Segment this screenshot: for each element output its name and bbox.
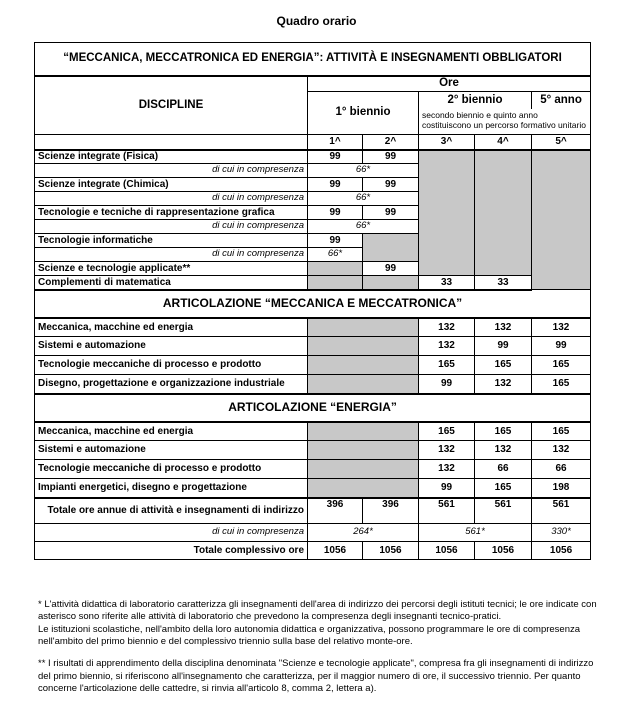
row-ttrg-y2: 99 — [363, 206, 419, 220]
row-chimica-comp: 66* — [308, 192, 419, 206]
page-title: Quadro orario — [276, 14, 357, 28]
art2-row-y3: 132 — [419, 441, 475, 460]
secondo-biennio-header: 2° biennio — [419, 92, 532, 109]
totale-annuo-y2: 396 — [363, 498, 419, 524]
empty-cell — [35, 135, 308, 150]
section-energia-title: ARTICOLAZIONE “ENERGIA” — [35, 394, 591, 422]
art2-row-y5: 66 — [532, 460, 591, 479]
art2-row-y3: 99 — [419, 479, 475, 498]
art2-row-name: Impianti energetici, disegno e progettazione — [35, 479, 308, 498]
row-matematica-y3: 33 — [419, 276, 475, 290]
art2-row-name: Sistemi e automazione — [35, 441, 308, 460]
year-4: 4^ — [475, 135, 532, 150]
comp-label: di cui in compresenza — [35, 164, 308, 178]
art1-row-y5: 99 — [532, 337, 591, 356]
totale-annuo-y5: 561 — [532, 498, 591, 524]
totale-annuo-y3: 561 — [419, 498, 475, 524]
year-3: 3^ — [419, 135, 475, 150]
discipline-header: DISCIPLINE — [35, 76, 308, 135]
row-matematica-y4: 33 — [475, 276, 532, 290]
biennio-note: secondo biennio e quinto anno costituiscono un percorso formativo unitario — [419, 109, 591, 135]
gray-cell — [363, 234, 419, 262]
year-5: 5^ — [532, 135, 591, 150]
art1-row-name: Tecnologie meccaniche di processo e prodotto — [35, 356, 308, 375]
main-header: “MECCANICA, MECCATRONICA ED ENERGIA”: ATTIVITÀ E INSEGNAMENTI OBBLIGATORI — [35, 43, 591, 76]
gray-cell — [308, 318, 419, 337]
footnote-1-text: * L'attività didattica di laboratorio caratterizza gli insegnamenti dell'area di indirizzo dei percorsi degli istituti tecnici; le ore indicate con asterisco sono riferite alle attività di laboratorio che prevedono la compresenza degli insegnanti tecnico-pratici. — [38, 599, 597, 623]
row-applicate-name: Scienze e tecnologie applicate** — [35, 262, 308, 276]
row-informatiche-name: Tecnologie informatiche — [35, 234, 308, 248]
row-fisica-comp: 66* — [308, 164, 419, 178]
row-fisica-y2: 99 — [363, 150, 419, 164]
art1-row-y4: 99 — [475, 337, 532, 356]
totale-complessivo-y5: 1056 — [532, 542, 591, 560]
gray-cell — [308, 479, 419, 498]
section-meccatronica-title: ARTICOLAZIONE “MECCANICA E MECCATRONICA” — [35, 290, 591, 318]
footnote-1b-text: Le istituzioni scolastiche, nell'ambito della loro autonomia didattica e organizzativa, possono programmare le ore di compresenza nell'ambito del primo biennio e del complessivo triennio sulla base del relativo monte-ore. — [38, 623, 581, 648]
gray-cell — [308, 276, 363, 290]
art1-row-name: Meccanica, macchine ed energia — [35, 318, 308, 337]
art2-row-y4: 165 — [475, 479, 532, 498]
row-informatiche-y1: 99 — [308, 234, 363, 248]
comp-label: di cui in compresenza — [35, 248, 308, 262]
gray-cell — [475, 150, 532, 276]
comp-label: di cui in compresenza — [35, 220, 308, 234]
footnote-2: ** I risultati di apprendimento della disciplina denominata "Scienze e tecnologie applicate", compresa fra gli insegnamenti di indirizzo del primo biennio, si riferiscono all'insegnamento che caratterizza, per il maggior numero di ore, il successivo triennio. Per quanto concerne l'articolazione delle cattedre, si rinvia all'articolo 8, comma 2, lettera a). — [38, 658, 594, 695]
art1-row-y3: 99 — [419, 375, 475, 394]
comp-label: di cui in compresenza — [35, 524, 308, 542]
totale-complessivo-y4: 1056 — [475, 542, 532, 560]
art2-row-y3: 165 — [419, 422, 475, 441]
art2-row-y3: 132 — [419, 460, 475, 479]
art2-row-y4: 66 — [475, 460, 532, 479]
quadro-orario-table — [34, 42, 591, 560]
art1-row-y3: 132 — [419, 337, 475, 356]
totale-annuo-label: Totale ore annue di attività e insegnamenti di indirizzo — [35, 498, 308, 524]
totale-complessivo-y1: 1056 — [308, 542, 363, 560]
gray-cell — [532, 150, 591, 290]
ore-header: Ore — [308, 76, 591, 92]
gray-cell — [308, 262, 363, 276]
gray-cell — [308, 356, 419, 375]
totale-complessivo-y3: 1056 — [419, 542, 475, 560]
art1-row-y5: 165 — [532, 375, 591, 394]
art2-row-y5: 198 — [532, 479, 591, 498]
gray-cell — [308, 460, 419, 479]
totale-comp-quinto: 330* — [532, 524, 591, 542]
art2-row-y4: 132 — [475, 441, 532, 460]
row-ttrg-y1: 99 — [308, 206, 363, 220]
totale-annuo-y1: 396 — [308, 498, 363, 524]
row-fisica-name: Scienze integrate (Fisica) — [35, 150, 308, 164]
gray-cell — [308, 422, 419, 441]
gray-cell — [363, 276, 419, 290]
quinto-anno-header: 5° anno — [532, 92, 591, 109]
totale-comp-primo: 264* — [308, 524, 419, 542]
row-matematica-name: Complementi di matematica — [35, 276, 308, 290]
gray-cell — [308, 375, 419, 394]
art2-row-name: Meccanica, macchine ed energia — [35, 422, 308, 441]
gray-cell — [308, 441, 419, 460]
art1-row-y4: 165 — [475, 356, 532, 375]
gray-cell — [308, 337, 419, 356]
primo-biennio-header: 1° biennio — [308, 92, 419, 135]
art2-row-y4: 165 — [475, 422, 532, 441]
row-chimica-y1: 99 — [308, 178, 363, 192]
art1-row-y3: 132 — [419, 318, 475, 337]
year-1: 1^ — [308, 135, 363, 150]
art1-row-name: Sistemi e automazione — [35, 337, 308, 356]
art1-row-y3: 165 — [419, 356, 475, 375]
row-chimica-y2: 99 — [363, 178, 419, 192]
art1-row-y4: 132 — [475, 318, 532, 337]
year-2: 2^ — [363, 135, 419, 150]
totale-complessivo-y2: 1056 — [363, 542, 419, 560]
row-ttrg-comp: 66* — [308, 220, 419, 234]
footnote-1 — [38, 599, 598, 648]
art1-row-y5: 132 — [532, 318, 591, 337]
comp-label: di cui in compresenza — [35, 192, 308, 206]
totale-complessivo-label: Totale complessivo ore — [35, 542, 308, 560]
gray-cell — [419, 150, 475, 276]
row-informatiche-comp: 66* — [308, 248, 363, 262]
art2-row-name: Tecnologie meccaniche di processo e prodotto — [35, 460, 308, 479]
row-applicate-y2: 99 — [363, 262, 419, 276]
art1-row-y4: 132 — [475, 375, 532, 394]
art1-row-y5: 165 — [532, 356, 591, 375]
art2-row-y5: 165 — [532, 422, 591, 441]
row-fisica-y1: 99 — [308, 150, 363, 164]
totale-comp-secondo: 561* — [419, 524, 532, 542]
art2-row-y5: 132 — [532, 441, 591, 460]
totale-annuo-y4: 561 — [475, 498, 532, 524]
row-ttrg-name: Tecnologie e tecniche di rappresentazione grafica — [35, 206, 308, 220]
footnotes — [38, 599, 598, 705]
row-chimica-name: Scienze integrate (Chimica) — [35, 178, 308, 192]
art1-row-name: Disegno, progettazione e organizzazione industriale — [35, 375, 308, 394]
